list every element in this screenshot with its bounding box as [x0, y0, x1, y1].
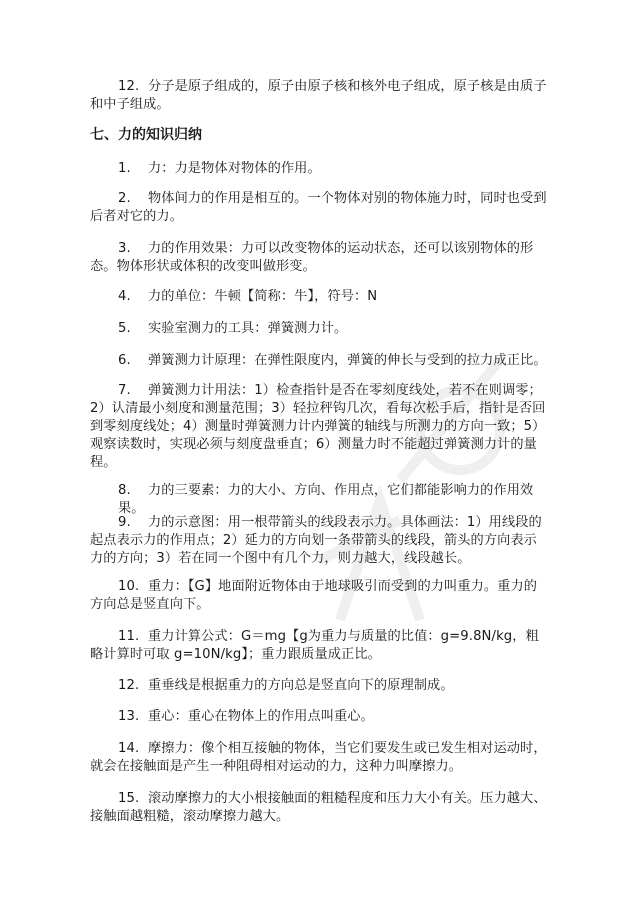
paragraph-item	[90, 790, 550, 826]
item-text: 力的作用效果：力可以改变物体的运动状态，还可以该别物体的形态。物体形状或体积的改变叫做形变。	[90, 241, 534, 274]
item-text: 重力计算公式：G＝mg【g为重力与质量的比值：g=9.8N/kg，粗略计算时可取 g=10N/kg】；重力跟质量成正比。	[90, 629, 539, 662]
item-text: 力的单位：牛顿【简称：牛】，符号：N	[148, 289, 378, 304]
item-number: 2.	[118, 191, 131, 206]
item-number: 5.	[118, 321, 131, 336]
paragraph-item	[118, 352, 548, 370]
item-number: 1.	[118, 161, 131, 176]
item-number: 12.	[118, 678, 140, 693]
item-text: 摩擦力：像个相互接触的物体，当它们要发生或已发生相对运动时，就会在接触面是产生一种阻碍相对运动的力，这种力叫摩擦力。	[90, 741, 547, 774]
item-text: 物体间力的作用是相互的。一个物体对别的物体施力时，同时也受到后者对它的力。	[90, 191, 547, 224]
item-text: 重垂线是根据重力的方向总是竖直向下的原理制成。	[148, 678, 454, 693]
paragraph-item	[118, 708, 548, 726]
item-text: 重力：【G】地面附近物体由于地球吸引而受到的力叫重力。重力的方向总是竖直向下。	[90, 579, 538, 612]
item-text: 重心：重心在物体上的作用点叫重心。	[148, 709, 374, 724]
item-number: 4.	[118, 289, 131, 304]
item-number: 15.	[118, 791, 140, 806]
item-number: 9.	[118, 515, 131, 530]
paragraph-item	[118, 160, 548, 178]
paragraph-item	[118, 677, 548, 695]
item-text: 分子是原子组成的，原子由原子核和核外电子组成，原子核是由质子和中子组成。	[90, 79, 547, 112]
paragraph-item	[90, 78, 550, 114]
paragraph-item	[118, 320, 548, 338]
item-text: 力的三要素：力的大小、方向、作用点，它们都能影响力的作用效果。	[118, 483, 534, 516]
paragraph-item	[90, 514, 550, 568]
item-text: 滚动摩擦力的大小根接触面的粗糙程度和压力大小有关。压力越大、接触面越粗糙，滚动摩擦力越大。	[90, 791, 547, 824]
paragraph-item	[90, 240, 550, 276]
item-number: 3.	[118, 241, 131, 256]
paragraph-item	[90, 628, 550, 664]
paragraph-item	[90, 578, 550, 614]
item-text: 力的示意图：用一根带箭头的线段表示力。具体画法：1）用线段的起点表示力的作用点；2）延力的方向划一条带箭头的线段，箭头的方向表示力的方向；3）若在同一个图中有几个力，则力越大，线段越长。	[90, 515, 542, 566]
item-number: 8.	[118, 483, 131, 498]
paragraph-item	[90, 740, 550, 776]
item-text: 实验室测力的工具：弹簧测力计。	[148, 321, 348, 336]
item-number: 12.	[118, 79, 140, 94]
item-text: 弹簧测力计用法：1）检查指针是否在零刻度线处，若不在则调零；2）认清最小刻度和测量范围；3）轻拉秤钩几次，看每次松手后，指针是否回到零刻度线处；4）测量时弹簧测力计内弹簧的轴线与所测力的方向一致；5）观察读数时，实现必须与刻度盘垂直；6）测量力时不能超过弹簧测力计的量程。	[90, 383, 546, 470]
item-number: 10.	[118, 579, 140, 594]
item-number: 7.	[118, 383, 131, 398]
section-heading: 七、力的知识归纳	[90, 127, 202, 143]
paragraph-item	[90, 190, 550, 226]
paragraph-item	[118, 288, 548, 306]
item-number: 6.	[118, 353, 131, 368]
item-number: 14.	[118, 741, 140, 756]
item-number: 11.	[118, 629, 140, 644]
item-number: 13.	[118, 709, 140, 724]
paragraph-item	[118, 482, 548, 518]
item-text: 力：力是物体对物体的作用。	[148, 161, 321, 176]
item-text: 弹簧测力计原理：在弹性限度内，弹簧的伸长与受到的拉力成正比。	[148, 353, 547, 368]
paragraph-item	[90, 382, 550, 472]
